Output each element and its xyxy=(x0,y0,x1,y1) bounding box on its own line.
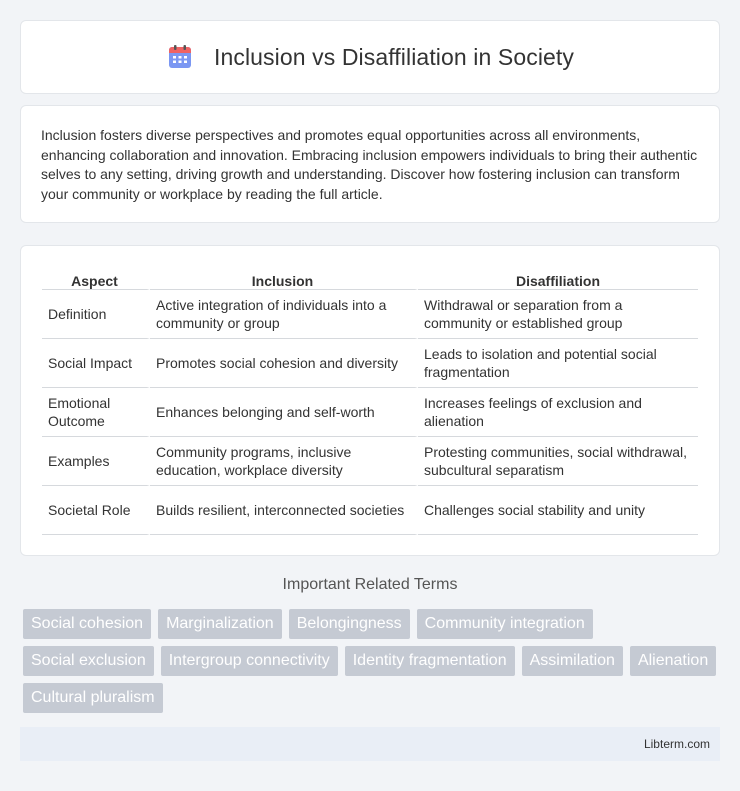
cell-inclusion: Promotes social cohesion and diversity xyxy=(150,339,418,388)
cell-inclusion: Enhances belonging and self-worth xyxy=(150,388,418,437)
tag-social-cohesion[interactable]: Social cohesion xyxy=(23,609,151,639)
footer xyxy=(20,727,720,761)
comparison-table-card xyxy=(20,245,720,556)
footer-site-link[interactable]: Libterm.com xyxy=(643,737,710,751)
table-header-row xyxy=(42,266,698,290)
table-row xyxy=(42,486,698,535)
cell-aspect: Examples xyxy=(42,437,150,486)
cell-aspect: Emotional Outcome xyxy=(42,388,150,437)
table-row xyxy=(42,290,698,339)
intro-card xyxy=(20,105,720,223)
cell-disaffiliation: Increases feelings of exclusion and alienation xyxy=(418,388,698,437)
cell-aspect: Social Impact xyxy=(42,339,150,388)
intro-text: Inclusion fosters diverse perspectives and promotes equal opportunities across all environments, enhancing collaboration and innovation. Embracing inclusion empowers individuals to bring their authentic selves to any setting, driving growth and understanding. Discover how fostering inclusion can transform your community or workplace by reading the full article. xyxy=(41,127,698,202)
cell-aspect: Definition xyxy=(42,290,150,339)
related-terms-tags xyxy=(23,609,723,713)
tag-identity-fragmentation[interactable]: Identity fragmentation xyxy=(345,646,515,676)
tag-intergroup-connectivity[interactable]: Intergroup connectivity xyxy=(161,646,338,676)
header-inclusion: Inclusion xyxy=(150,266,418,290)
tag-social-exclusion[interactable]: Social exclusion xyxy=(23,646,154,676)
tag-belongingness[interactable]: Belongingness xyxy=(289,609,410,639)
tag-alienation[interactable]: Alienation xyxy=(630,646,716,676)
table-row xyxy=(42,339,698,388)
tag-community-integration[interactable]: Community integration xyxy=(417,609,593,639)
page-title: Inclusion vs Disaffiliation in Society xyxy=(213,43,575,70)
cell-aspect: Societal Role xyxy=(42,486,150,535)
calendar-icon xyxy=(166,43,194,71)
tag-assimilation[interactable]: Assimilation xyxy=(522,646,623,676)
cell-inclusion: Active integration of individuals into a community or group xyxy=(150,290,418,339)
tag-marginalization[interactable]: Marginalization xyxy=(158,609,282,639)
related-terms-title: Important Related Terms xyxy=(282,576,458,593)
title-card xyxy=(20,20,720,94)
tag-cultural-pluralism[interactable]: Cultural pluralism xyxy=(23,683,163,713)
table-row xyxy=(42,388,698,437)
cell-disaffiliation: Withdrawal or separation from a community or established group xyxy=(418,290,698,339)
table-row xyxy=(42,437,698,486)
cell-inclusion: Builds resilient, interconnected societies xyxy=(150,486,418,535)
header-disaffiliation: Disaffiliation xyxy=(418,266,698,290)
header-aspect: Aspect xyxy=(42,266,150,290)
comparison-table xyxy=(42,266,698,535)
cell-disaffiliation: Leads to isolation and potential social fragmentation xyxy=(418,339,698,388)
cell-inclusion: Community programs, inclusive education, workplace diversity xyxy=(150,437,418,486)
cell-disaffiliation: Protesting communities, social withdrawal, subcultural separatism xyxy=(418,437,698,486)
cell-disaffiliation: Challenges social stability and unity xyxy=(418,486,698,535)
